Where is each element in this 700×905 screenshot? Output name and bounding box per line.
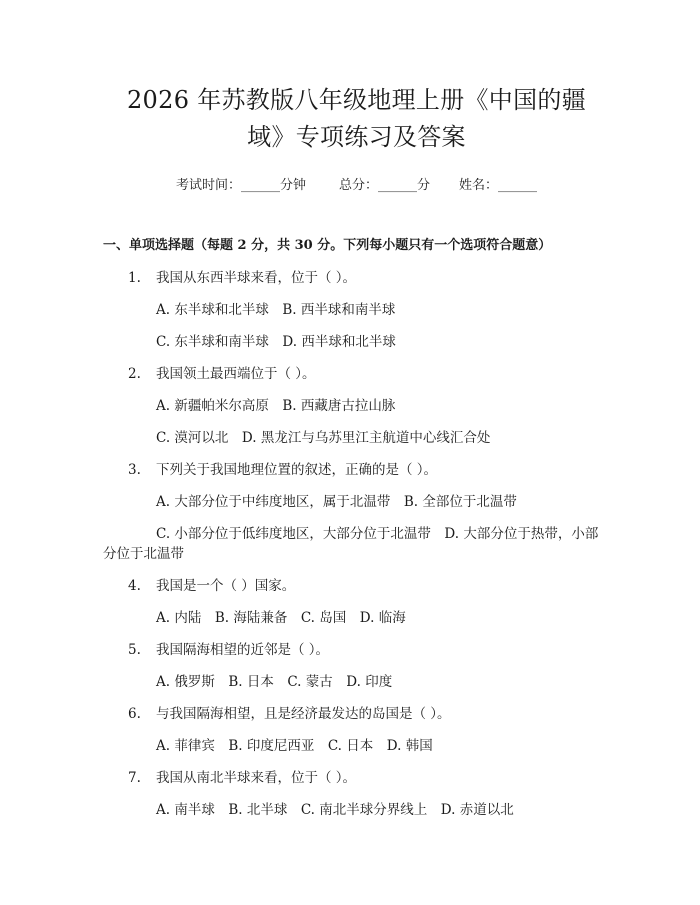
question-options: A. 俄罗斯 B. 日本 C. 蒙古 D. 印度 xyxy=(156,674,393,690)
question-text: 下列关于我国地理位置的叙述，正确的是（ ）。 xyxy=(156,462,438,478)
question-text: 我国隔海相望的近邻是（ ）。 xyxy=(156,642,330,658)
title-line-2: 域》专项练习及答案 xyxy=(247,123,466,151)
question-7 xyxy=(103,768,610,820)
exam-time: 考试时间：______分钟 xyxy=(175,178,306,193)
question-text: 我国是一个（ ）国家。 xyxy=(156,578,296,594)
exam-meta xyxy=(103,176,610,196)
question-options: C. 漠河以北 D. 黑龙江与乌苏里江主航道中心线汇合处 xyxy=(156,430,491,446)
question-options: A. 菲律宾 B. 印度尼西亚 C. 日本 D. 韩国 xyxy=(156,738,433,754)
question-options: A. 大部分位于中纬度地区，属于北温带 B. 全部位于北温带 xyxy=(156,494,517,510)
title-line-1: 2026 年苏教版八年级地理上册《中国的疆 xyxy=(126,86,586,114)
question-4 xyxy=(103,576,610,628)
exam-score: 总分：______分 xyxy=(339,178,431,193)
question-2 xyxy=(103,364,610,448)
question-text: 与我国隔海相望，且是经济最发达的岛国是（ ）。 xyxy=(156,706,451,722)
question-5 xyxy=(103,640,610,692)
question-options: C. 小部分位于低纬度地区，大部分位于北温带 D. 大部分位于热带，小部分位于北温带 xyxy=(103,526,599,562)
question-number: 7. xyxy=(128,770,141,786)
question-number: 1. xyxy=(128,270,141,286)
question-number: 5. xyxy=(128,642,141,658)
question-6 xyxy=(103,704,610,756)
question-text: 我国从东西半球来看，位于（ ）。 xyxy=(156,270,357,286)
student-name: 姓名：______ xyxy=(459,178,538,193)
question-number: 2. xyxy=(128,366,141,382)
question-number: 3. xyxy=(128,462,141,478)
question-options: A. 南半球 B. 北半球 C. 南北半球分界线上 D. 赤道以北 xyxy=(156,802,514,818)
section-title: 一、单项选择题（每题 2 分，共 30 分。下列每小题只有一个选项符合题意） xyxy=(103,238,552,253)
question-options: C. 东半球和南半球 D. 西半球和北半球 xyxy=(156,334,396,350)
question-options: A. 东半球和北半球 B. 西半球和南半球 xyxy=(156,302,396,318)
question-1 xyxy=(103,268,610,352)
question-3 xyxy=(103,460,610,564)
question-options: A. 新疆帕米尔高原 B. 西藏唐古拉山脉 xyxy=(156,398,396,414)
question-number: 4. xyxy=(128,578,141,594)
document-title xyxy=(103,0,610,156)
question-text: 我国从南北半球来看，位于（ ）。 xyxy=(156,770,357,786)
question-number: 6. xyxy=(128,706,141,722)
question-options: A. 内陆 B. 海陆兼备 C. 岛国 D. 临海 xyxy=(156,610,406,626)
question-text: 我国领土最西端位于（ ）。 xyxy=(156,366,316,382)
